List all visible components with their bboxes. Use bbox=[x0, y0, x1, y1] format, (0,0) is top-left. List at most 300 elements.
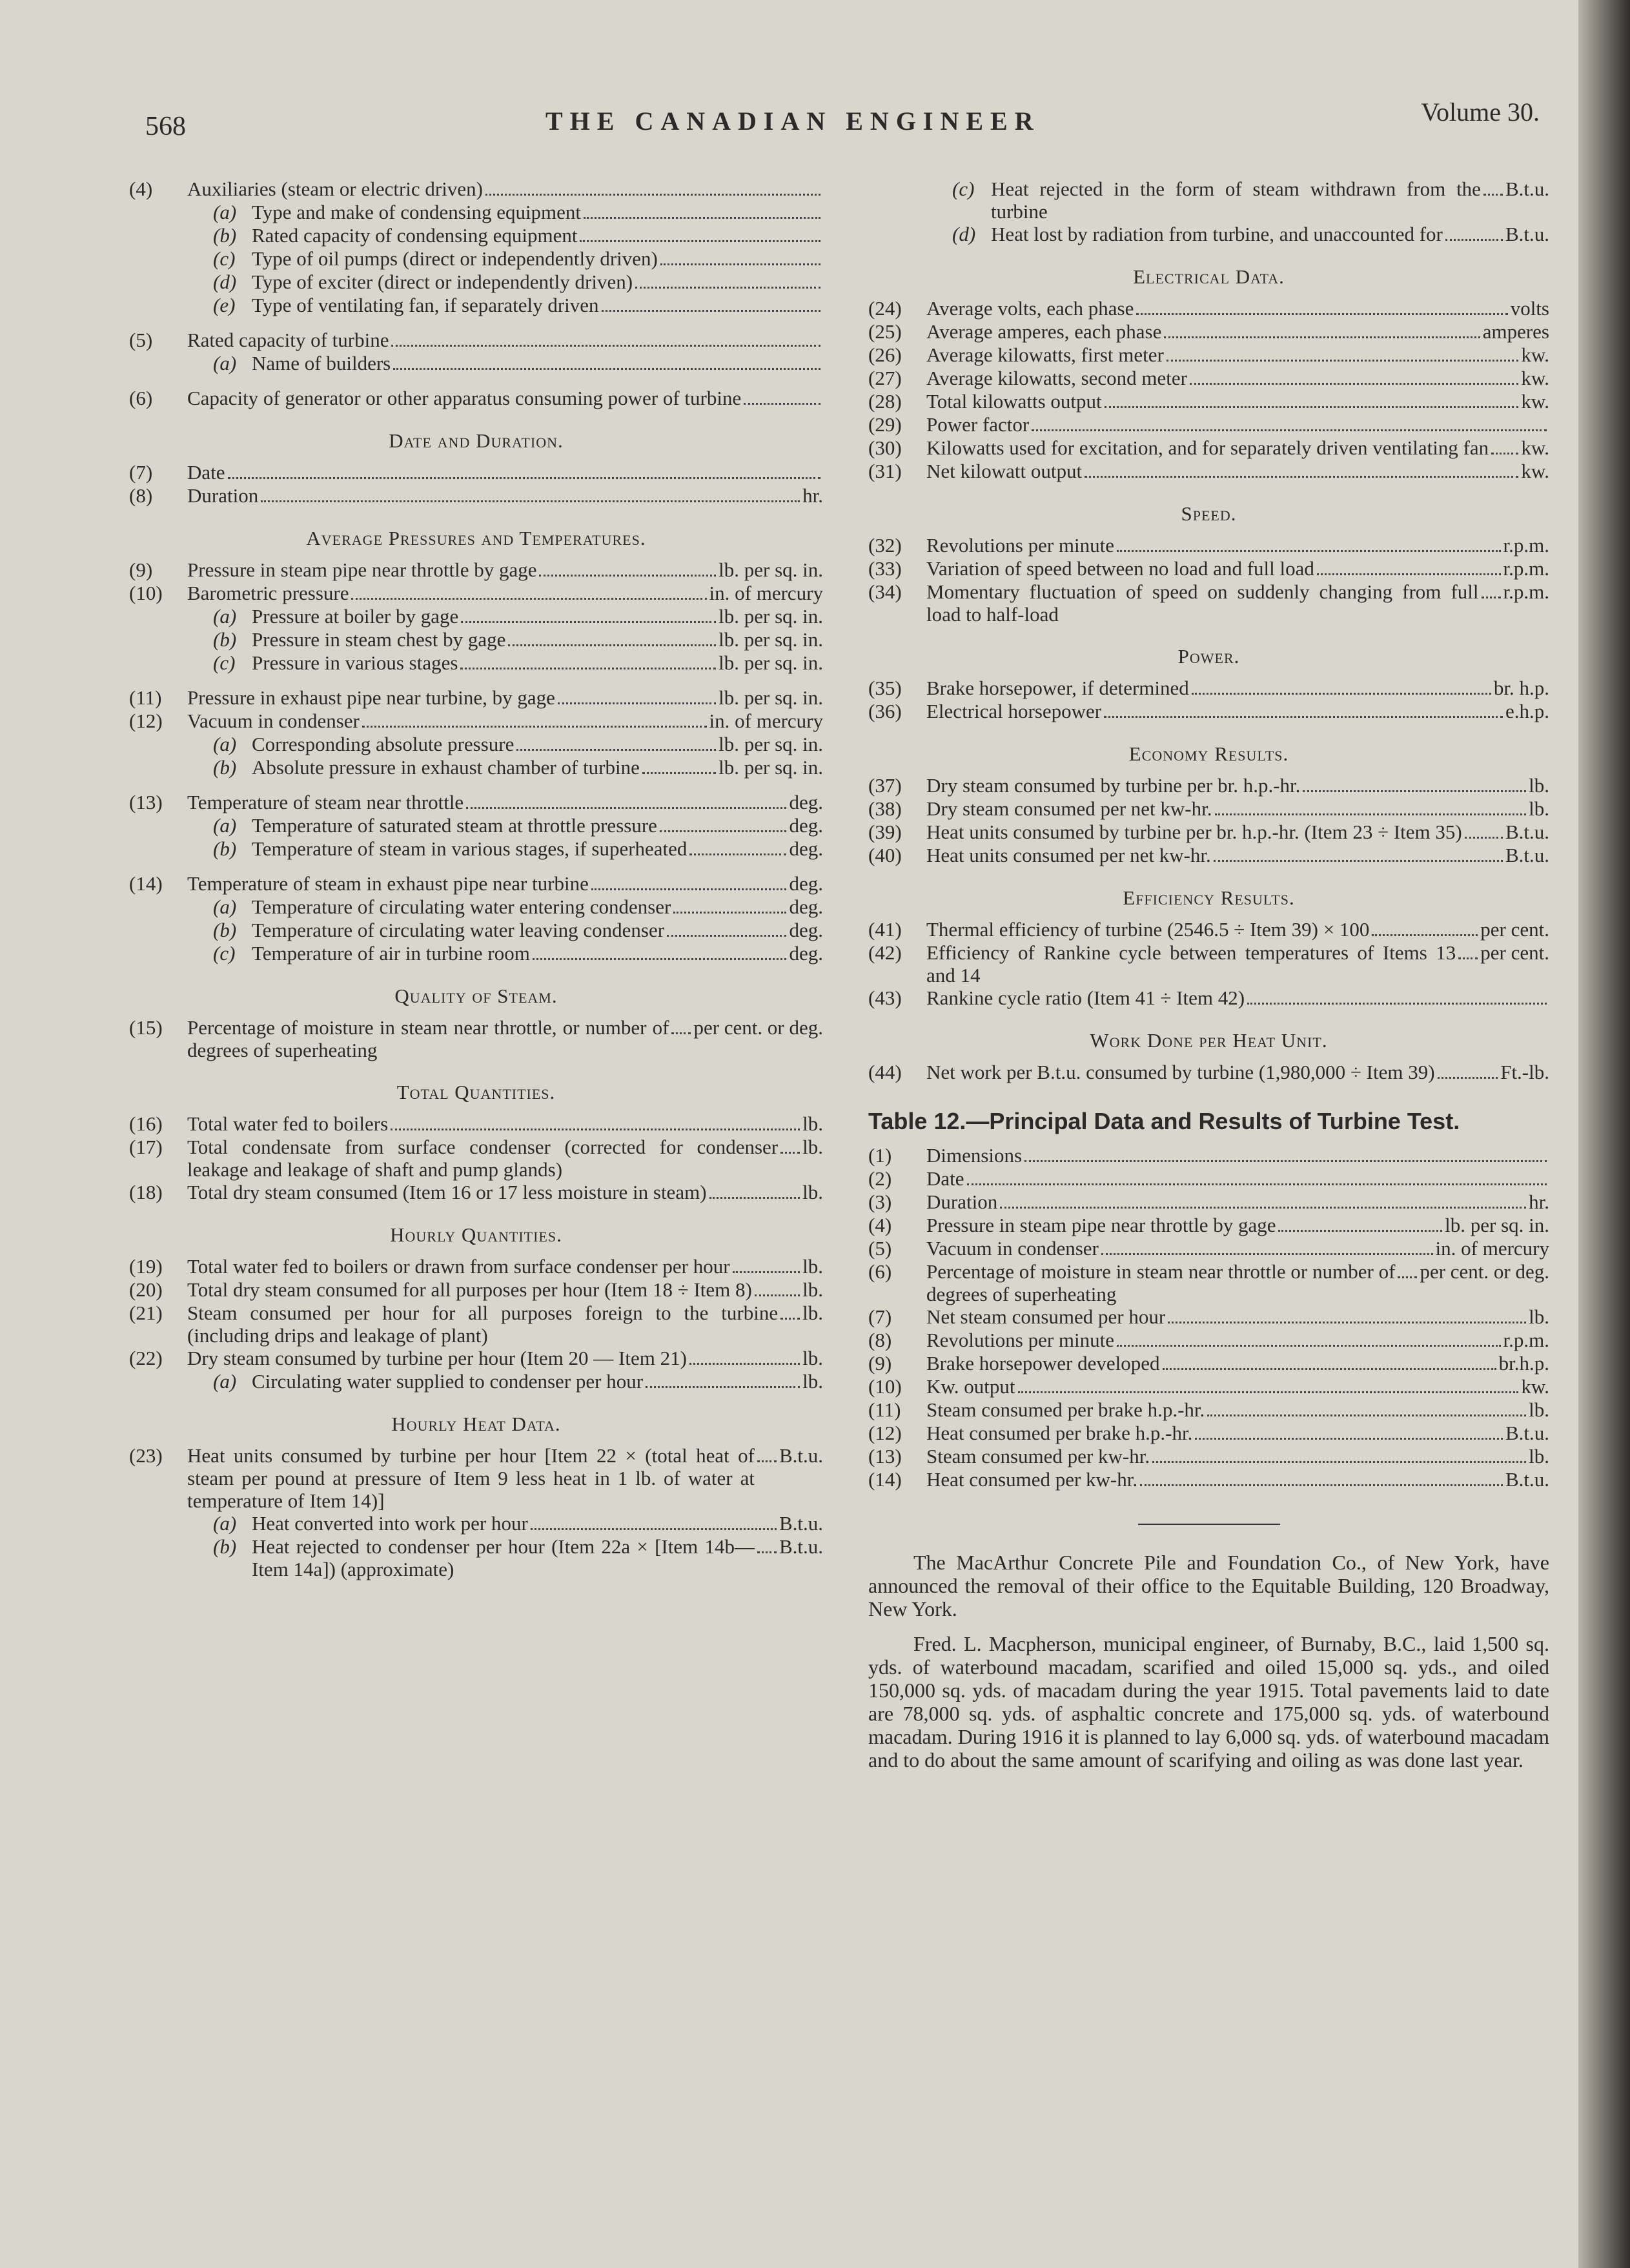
item-letter: (b) bbox=[213, 919, 237, 941]
item-text: Type and make of condensing equipment bbox=[252, 201, 582, 223]
list-item bbox=[129, 329, 823, 352]
item-line bbox=[187, 791, 823, 814]
dot-leader bbox=[1105, 406, 1519, 408]
item-line bbox=[926, 677, 1549, 700]
list-item bbox=[868, 918, 1549, 941]
item-text: Date bbox=[926, 1167, 964, 1190]
item-line bbox=[926, 918, 1549, 941]
item-line bbox=[187, 1112, 823, 1136]
item-line bbox=[926, 297, 1549, 320]
list-subitem bbox=[213, 919, 823, 942]
list-item bbox=[129, 178, 823, 201]
item-number: (34) bbox=[868, 580, 902, 603]
item-line bbox=[252, 942, 823, 965]
dot-leader bbox=[667, 935, 786, 937]
item-text: Duration bbox=[926, 1190, 998, 1213]
dot-leader bbox=[1101, 1253, 1433, 1255]
item-unit: B.t.u. bbox=[1505, 821, 1549, 843]
item-number: (5) bbox=[129, 329, 153, 351]
item-unit: lb. per sq. in. bbox=[718, 651, 823, 674]
list-item bbox=[868, 1167, 1549, 1190]
dot-leader bbox=[1166, 360, 1519, 362]
item-unit: deg. bbox=[789, 837, 823, 860]
list-subitem bbox=[213, 605, 823, 628]
item-unit: in. of mercury bbox=[709, 710, 823, 732]
item-text: Temperature of steam in exhaust pipe near turbine bbox=[187, 872, 589, 895]
list-item bbox=[129, 582, 823, 605]
item-number: (37) bbox=[868, 774, 902, 797]
list-subitem bbox=[213, 942, 823, 965]
list-subitem bbox=[213, 247, 823, 271]
item-text: Dimensions bbox=[926, 1144, 1023, 1167]
list-item bbox=[868, 1061, 1549, 1084]
list-item bbox=[868, 1237, 1549, 1260]
list-item bbox=[868, 436, 1549, 460]
dot-leader bbox=[646, 1386, 800, 1388]
item-text: Pressure in steam chest by gage bbox=[252, 628, 506, 651]
item-line bbox=[926, 367, 1549, 390]
item-text: Barometric pressure bbox=[187, 582, 349, 604]
dot-leader bbox=[755, 1294, 800, 1296]
item-text: Efficiency of Rankine cycle between temperatures of Items 13 and 14 bbox=[926, 941, 1456, 986]
section-heading: Economy Results. bbox=[1128, 742, 1289, 765]
item-number: (20) bbox=[129, 1278, 163, 1301]
list-item bbox=[868, 941, 1549, 986]
item-unit: B.t.u. bbox=[1505, 223, 1549, 245]
item-line bbox=[187, 710, 823, 733]
item-text: Circulating water supplied to condenser per hour bbox=[252, 1370, 644, 1393]
item-line bbox=[187, 1347, 823, 1370]
list-item bbox=[868, 413, 1549, 436]
dot-leader bbox=[1483, 194, 1503, 196]
item-unit: lb. bbox=[802, 1347, 823, 1369]
item-text: Steam consumed per brake h.p.-hr. bbox=[926, 1398, 1205, 1421]
item-text: Rated capacity of turbine bbox=[187, 329, 389, 351]
item-unit: lb. bbox=[1529, 1398, 1549, 1421]
item-text: Rankine cycle ratio (Item 41 ÷ Item 42) bbox=[926, 986, 1245, 1009]
item-line bbox=[926, 343, 1549, 367]
item-line bbox=[187, 1278, 823, 1302]
dot-leader bbox=[1303, 790, 1526, 792]
item-number: (30) bbox=[868, 436, 902, 459]
item-unit: lb. bbox=[802, 1302, 823, 1324]
item-line bbox=[926, 941, 1549, 986]
item-unit: deg. bbox=[789, 872, 823, 895]
item-text: Percentage of moisture in steam near throttle or number of degrees of superheating bbox=[926, 1260, 1396, 1305]
item-text: Date bbox=[187, 461, 225, 484]
item-unit: lb. per sq. in. bbox=[718, 558, 823, 581]
item-number: (4) bbox=[129, 178, 153, 200]
item-text: Pressure in steam pipe near throttle by gage bbox=[187, 558, 537, 581]
item-line bbox=[926, 534, 1549, 557]
dot-leader bbox=[757, 1460, 777, 1462]
dot-leader bbox=[533, 958, 787, 960]
list-subitem bbox=[213, 1535, 823, 1580]
item-unit: deg. bbox=[789, 814, 823, 837]
item-letter: (c) bbox=[213, 247, 236, 270]
dot-leader bbox=[689, 853, 786, 855]
item-text: Heat consumed per kw-hr. bbox=[926, 1468, 1138, 1491]
dot-leader bbox=[460, 668, 716, 669]
item-letter: (b) bbox=[213, 224, 237, 247]
item-line bbox=[991, 223, 1549, 246]
item-line bbox=[926, 1237, 1549, 1260]
item-number: (12) bbox=[868, 1422, 902, 1444]
dot-leader bbox=[516, 749, 716, 751]
dot-leader bbox=[1192, 693, 1491, 695]
item-line bbox=[252, 201, 823, 224]
dot-leader bbox=[466, 807, 786, 809]
section-heading: Hourly Quantities. bbox=[390, 1223, 562, 1246]
item-line bbox=[926, 1190, 1549, 1214]
item-number: (8) bbox=[129, 484, 153, 507]
page-number: 568 bbox=[145, 112, 186, 141]
list-subitem bbox=[213, 1370, 823, 1393]
item-line bbox=[252, 605, 823, 628]
item-number: (23) bbox=[129, 1444, 163, 1467]
list-item bbox=[129, 1255, 823, 1278]
item-number: (38) bbox=[868, 797, 902, 820]
list-subitem bbox=[213, 294, 823, 317]
item-text: Dry steam consumed by turbine per br. h.p.-hr. bbox=[926, 774, 1301, 797]
list-item bbox=[129, 1302, 823, 1347]
item-letter: (c) bbox=[952, 178, 975, 200]
item-line bbox=[926, 460, 1549, 483]
item-text: Revolutions per minute bbox=[926, 1329, 1115, 1351]
news-paragraph: Fred. L. Macpherson, municipal engineer, of Burnaby, B.C., laid 1,500 sq. yds. of waterbound macadam, scarified and oiled 15,000 sq. yds., and oiled 150,000 sq. yds. of macadam during the year 1915. Total pavements laid to date are 78,000 sq. yds. of asphaltic concrete and 175,000 sq. yds. of waterbound macadam. During 1916 it is planned to lay 6,000 sq. yds. of waterbound macadam and to do about the same amount of scarifying and oiling as was done last year. bbox=[868, 1632, 1549, 1772]
item-text: Vacuum in condenser bbox=[187, 710, 360, 732]
item-line bbox=[926, 390, 1549, 413]
item-unit: lb. per sq. in. bbox=[718, 686, 823, 709]
list-item bbox=[129, 686, 823, 710]
item-text: Name of builders bbox=[252, 352, 391, 374]
dot-leader bbox=[1168, 1322, 1526, 1323]
dot-leader bbox=[1247, 1003, 1547, 1005]
dot-leader bbox=[1482, 597, 1501, 598]
item-number: (44) bbox=[868, 1061, 902, 1083]
list-subitem bbox=[213, 733, 823, 756]
list-item bbox=[868, 297, 1549, 320]
item-line bbox=[926, 1398, 1549, 1422]
item-number: (25) bbox=[868, 320, 902, 343]
item-text: Net steam consumed per hour bbox=[926, 1305, 1166, 1328]
item-text: Revolutions per minute bbox=[926, 534, 1115, 557]
item-unit: r.p.m. bbox=[1503, 557, 1549, 580]
item-number: (39) bbox=[868, 821, 902, 843]
item-number: (29) bbox=[868, 413, 902, 436]
item-line bbox=[252, 628, 823, 651]
list-item bbox=[129, 791, 823, 814]
item-line bbox=[252, 294, 823, 317]
list-item bbox=[868, 1190, 1549, 1214]
list-item bbox=[868, 460, 1549, 483]
dot-leader bbox=[780, 1318, 800, 1320]
dot-leader bbox=[602, 310, 820, 312]
item-unit: per cent. or deg. bbox=[693, 1016, 823, 1039]
item-letter: (a) bbox=[213, 201, 237, 223]
item-letter: (a) bbox=[213, 352, 237, 374]
item-text: Heat rejected to condenser per hour (Item 22a × [Item 14b—Item 14a]) (approximate) bbox=[252, 1535, 755, 1580]
item-text: Average amperes, each phase bbox=[926, 320, 1162, 343]
item-number: (13) bbox=[129, 791, 163, 813]
item-number: (14) bbox=[868, 1468, 902, 1491]
item-number: (15) bbox=[129, 1016, 163, 1039]
dot-leader bbox=[1152, 1461, 1526, 1463]
item-text: Brake horsepower, if determined bbox=[926, 677, 1189, 699]
section-heading: Electrical Data. bbox=[1133, 265, 1285, 288]
dot-leader bbox=[391, 345, 820, 347]
item-text: Duration bbox=[187, 484, 259, 507]
dot-leader bbox=[362, 726, 707, 728]
item-line bbox=[187, 558, 823, 582]
dot-leader bbox=[1136, 313, 1507, 315]
item-text: Steam consumed per hour for all purposes foreign to the turbine (including drips and leakage of plant) bbox=[187, 1302, 779, 1347]
dot-leader bbox=[780, 1152, 800, 1154]
dot-leader bbox=[1278, 1230, 1442, 1232]
list-item bbox=[868, 557, 1549, 580]
dot-leader bbox=[1491, 453, 1518, 455]
section-heading: Quality of Steam. bbox=[394, 985, 558, 1007]
item-line bbox=[187, 461, 823, 484]
list-item bbox=[129, 484, 823, 507]
list-item bbox=[129, 872, 823, 895]
list-item bbox=[129, 1112, 823, 1136]
list-item bbox=[868, 390, 1549, 413]
item-text: Temperature of circulating water entering condenser bbox=[252, 895, 671, 918]
list-item bbox=[868, 821, 1549, 844]
item-unit: lb. bbox=[802, 1278, 823, 1301]
item-number: (4) bbox=[868, 1214, 892, 1236]
dot-leader bbox=[635, 287, 820, 289]
dot-leader bbox=[591, 888, 787, 890]
item-text: Pressure in exhaust pipe near turbine, by gage bbox=[187, 686, 555, 709]
list-subitem bbox=[213, 352, 823, 375]
list-item bbox=[868, 343, 1549, 367]
list-item bbox=[129, 1278, 823, 1302]
list-item bbox=[868, 1445, 1549, 1468]
item-line bbox=[252, 756, 823, 779]
dot-leader bbox=[1163, 1368, 1496, 1370]
item-line bbox=[926, 320, 1549, 343]
item-line bbox=[926, 557, 1549, 580]
item-text: Total condensate from surface condenser (corrected for condenser leakage and leakage of shaft and pump glands) bbox=[187, 1136, 779, 1181]
item-text: Temperature of steam near throttle bbox=[187, 791, 464, 813]
item-line bbox=[926, 1144, 1549, 1167]
item-letter: (a) bbox=[213, 1512, 237, 1535]
item-text: Dry steam consumed per net kw-hr. bbox=[926, 797, 1212, 820]
list-item bbox=[868, 677, 1549, 700]
section-heading: Hourly Heat Data. bbox=[391, 1413, 561, 1435]
item-number: (5) bbox=[868, 1237, 892, 1260]
item-unit: lb. bbox=[802, 1370, 823, 1393]
item-number: (6) bbox=[868, 1260, 892, 1283]
list-item bbox=[868, 1144, 1549, 1167]
item-unit: lb. bbox=[802, 1112, 823, 1135]
item-text: Brake horsepower developed bbox=[926, 1352, 1160, 1374]
item-text: Absolute pressure in exhaust chamber of turbine bbox=[252, 756, 640, 779]
item-number: (2) bbox=[868, 1167, 892, 1190]
item-number: (24) bbox=[868, 297, 902, 320]
item-letter: (a) bbox=[213, 1370, 237, 1393]
item-line bbox=[252, 895, 823, 919]
dot-leader bbox=[1372, 934, 1478, 936]
list-subitem bbox=[213, 628, 823, 651]
item-unit: lb. per sq. in. bbox=[718, 628, 823, 651]
item-number: (22) bbox=[129, 1347, 163, 1369]
item-number: (14) bbox=[129, 872, 163, 895]
item-unit: in. of mercury bbox=[1435, 1237, 1549, 1260]
item-text: Temperature of steam in various stages, if superheated bbox=[252, 837, 688, 860]
dot-leader bbox=[642, 772, 716, 774]
spacer bbox=[129, 861, 823, 872]
item-text: Temperature of saturated steam at throttle pressure bbox=[252, 814, 657, 837]
dot-leader bbox=[393, 368, 820, 370]
item-number: (11) bbox=[129, 686, 162, 709]
list-item bbox=[868, 844, 1549, 867]
list-item bbox=[868, 1214, 1549, 1237]
item-line bbox=[187, 1136, 823, 1181]
item-text: Momentary fluctuation of speed on suddenly changing from full load to half-load bbox=[926, 580, 1479, 626]
dot-leader bbox=[1140, 1484, 1503, 1486]
item-line bbox=[187, 1302, 823, 1347]
item-number: (32) bbox=[868, 534, 902, 557]
item-unit: kw. bbox=[1521, 436, 1549, 459]
dot-leader bbox=[660, 263, 820, 265]
item-line bbox=[252, 651, 823, 675]
dot-leader bbox=[1104, 716, 1503, 718]
item-letter: (a) bbox=[213, 605, 237, 628]
item-text: Vacuum in condenser bbox=[926, 1237, 1099, 1260]
item-unit: B.t.u. bbox=[1505, 178, 1549, 200]
list-item bbox=[868, 534, 1549, 557]
item-text: Variation of speed between no load and full load bbox=[926, 557, 1314, 580]
dot-leader bbox=[1458, 957, 1478, 959]
dot-leader bbox=[1207, 1415, 1526, 1416]
item-letter: (a) bbox=[213, 814, 237, 837]
item-unit: lb. bbox=[1529, 1305, 1549, 1328]
list-subitem bbox=[213, 814, 823, 837]
item-text: Rated capacity of condensing equipment bbox=[252, 224, 578, 247]
item-text: Temperature of air in turbine room bbox=[252, 942, 530, 965]
item-unit: per cent. bbox=[1480, 918, 1549, 941]
list-item bbox=[129, 1016, 823, 1061]
list-item bbox=[868, 700, 1549, 723]
item-number: (7) bbox=[129, 461, 153, 484]
item-text: Total water fed to boilers or drawn from surface condenser per hour bbox=[187, 1255, 730, 1278]
section-heading: Speed. bbox=[1181, 502, 1237, 525]
item-unit: deg. bbox=[789, 791, 823, 813]
dot-leader bbox=[660, 830, 787, 832]
list-item bbox=[129, 1136, 823, 1181]
item-line bbox=[187, 686, 823, 710]
dot-leader bbox=[1214, 860, 1503, 862]
list-item bbox=[868, 797, 1549, 821]
item-text: Heat consumed per brake h.p.-hr. bbox=[926, 1422, 1193, 1444]
section-heading: Power. bbox=[1177, 645, 1240, 668]
item-text: Pressure at boiler by gage bbox=[252, 605, 459, 628]
item-unit: kw. bbox=[1521, 390, 1549, 413]
item-text: Type of ventilating fan, if separately driven bbox=[252, 294, 599, 316]
item-number: (19) bbox=[129, 1255, 163, 1278]
item-letter: (d) bbox=[213, 271, 237, 293]
item-unit: lb. per sq. in. bbox=[718, 733, 823, 755]
item-letter: (b) bbox=[213, 628, 237, 651]
dot-leader bbox=[744, 403, 820, 405]
item-number: (12) bbox=[129, 710, 163, 732]
dot-leader bbox=[1117, 550, 1500, 552]
dot-leader bbox=[1398, 1276, 1417, 1278]
list-item bbox=[868, 1260, 1549, 1305]
list-item bbox=[129, 1444, 823, 1512]
item-line bbox=[926, 821, 1549, 844]
item-unit: deg. bbox=[789, 942, 823, 965]
item-number: (6) bbox=[129, 387, 153, 409]
item-line bbox=[187, 178, 823, 201]
item-letter: (c) bbox=[213, 942, 236, 965]
list-item bbox=[129, 387, 823, 410]
list-item bbox=[868, 367, 1549, 390]
item-number: (33) bbox=[868, 557, 902, 580]
dot-leader bbox=[391, 1129, 800, 1130]
item-line bbox=[187, 582, 823, 605]
dot-leader bbox=[733, 1271, 800, 1273]
list-item bbox=[129, 1347, 823, 1370]
item-line bbox=[252, 352, 823, 375]
item-letter: (d) bbox=[952, 223, 976, 245]
list-item bbox=[868, 580, 1549, 626]
item-unit: volts bbox=[1510, 297, 1549, 320]
spacer bbox=[129, 317, 823, 329]
item-line bbox=[187, 872, 823, 895]
item-line bbox=[926, 1445, 1549, 1468]
list-subitem bbox=[213, 837, 823, 861]
list-subitem bbox=[213, 271, 823, 294]
item-text: Capacity of generator or other apparatus consuming power of turbine bbox=[187, 387, 742, 409]
item-unit: r.p.m. bbox=[1503, 534, 1549, 557]
item-unit: B.t.u. bbox=[1505, 844, 1549, 866]
dot-leader bbox=[1000, 1207, 1526, 1209]
item-number: (40) bbox=[868, 844, 902, 866]
item-line bbox=[252, 224, 823, 247]
item-number: (16) bbox=[129, 1112, 163, 1135]
item-unit: kw. bbox=[1521, 343, 1549, 366]
list-item bbox=[129, 461, 823, 484]
item-text: Heat units consumed by turbine per br. h.p.-hr. (Item 23 ÷ Item 35) bbox=[926, 821, 1462, 843]
item-unit: lb. per sq. in. bbox=[1445, 1214, 1549, 1236]
item-text: Percentage of moisture in steam near throttle, or number of degrees of superheating bbox=[187, 1016, 669, 1061]
news-paragraph: The MacArthur Concrete Pile and Foundation Co., of New York, have announced the removal of their office to the Equitable Building, 120 Broadway, New York. bbox=[868, 1551, 1549, 1620]
item-unit: br.h.p. bbox=[1498, 1352, 1549, 1374]
list-subitem bbox=[213, 895, 823, 919]
item-unit: hr. bbox=[802, 484, 823, 507]
item-text: Type of oil pumps (direct or independently driven) bbox=[252, 247, 658, 270]
item-line bbox=[926, 844, 1549, 867]
item-text: Heat rejected in the form of steam withdrawn from the turbine bbox=[991, 178, 1481, 223]
dot-leader bbox=[673, 912, 786, 914]
dot-leader bbox=[1215, 813, 1527, 815]
item-number: (26) bbox=[868, 343, 902, 366]
item-number: (10) bbox=[129, 582, 163, 604]
item-unit: kw. bbox=[1521, 1375, 1549, 1398]
item-number: (18) bbox=[129, 1181, 163, 1203]
item-number: (41) bbox=[868, 918, 902, 941]
list-subitem bbox=[213, 224, 823, 247]
page-header bbox=[145, 97, 1540, 142]
item-unit: in. of mercury bbox=[709, 582, 823, 604]
item-text: Type of exciter (direct or independently driven) bbox=[252, 271, 633, 293]
item-text: Pressure in various stages bbox=[252, 651, 458, 674]
item-text: Kw. output bbox=[926, 1375, 1015, 1398]
